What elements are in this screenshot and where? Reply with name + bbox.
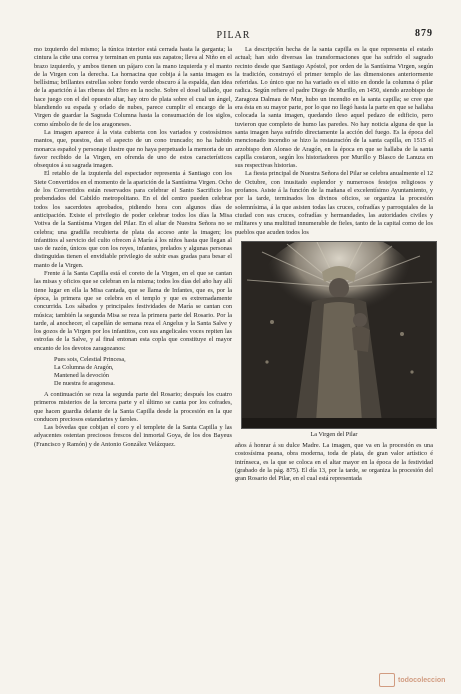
verse-block — [54, 356, 232, 388]
paragraph: Frente á la Santa Capilla está el coreto de la Virgen, en el que se cantan las misas y oficios que se celebran en la misma; todos los días del año hay allí tiene lugar en ella la Misa cantada, que se llama de Infantes, que es, por la época, la primera que se celebra en el templo y que es extremadamente concurrida. Los sábados y principales festividades de María se cantan con música; también la segunda Misa se reza la primera parte del Rosario. Por la tarde, al anochecer, el capellán de semana reza el Angelus y la Santa Salve y los gozos de la Virgen por los infantitos, con sus angelicales voces repiten las estrofas de la Salve, y al final entonan esta copla que constituye el mayor encanto de los devotos zaragozanos: — [34, 270, 232, 352]
paragraph: El retablo de la izquierda del espectador representa á Santiago con los Siete Convertidos en el momento de la aparición de la Santísima Virgen. Ocho de los Convertidos están reservados para celebrar el Santo Sacrificio los prebendados del Cabildo metropolitano. En el del centro pueden celebrar todos los sacerdotes aprobados, pidiendo hora con algunos días de anticipación. Existe el privilegio de poder celebrar todos los días la Misa Votiva de la Santísima Virgen del Pilar. En el altar de Nuestra Señora no se celebra; una gradilla recubierta de plata da acceso ante la imagen; los infantitos al servicio del culto ofrecen á María á los niños hasta que llegan al uso de razón, únicos que con los reyes, infantes, prelados y algunas personas distinguidas tienen el envidiable privilegio de subir esas gradas para besar el manto de la Virgen. — [34, 170, 232, 269]
watermark-text: todocoleccion — [398, 676, 446, 684]
paragraph: mo izquierdo del mismo; la túnica interior está cerrada hasta la garganta; la cintura la ciñe una correa y terminan en punta sus zapatos; lleva al Niño en el brazo izquierdo, y ambos tienen un pájaro con la mano izquierda y el manto de la Virgen con la derecha. La hornacina que cobija á la santa imagen es bellísima; brillantes estrellas sobre fondo verde obscuro á la espalda, dan idea de la aparición á las riberas del Ebro en la noche. Sobre el dosel tallado, que hace juego con el del opuesto altar, hay otro de plata sobre el cual un ángel, blandiendo su espada y orlado de nubes, parece cumplir el encargo de la Virgen de guardar la Sagrada Columna hasta la consumación de los siglos, como símbolo de fe de los aragoneses. — [34, 46, 232, 128]
paragraph: años á honrar á su dulce Madre. La imagen, que va en la procesión es una costosísima peana, obra moderna, toda de plata, de gran valor artístico é intrínseca, es la que se coloca en el altar mayor en la época de la festividad (grabado de la pág. 875). El día 13, por la tarde, se organiza la procesión del gran Rosario del Pilar, en el cual está representada — [235, 442, 433, 483]
paragraph: La descripción hecha de la santa capilla es la que representa el estado actual; han sido diversas las transformaciones que ha sufrido el sagrado recinto desde que Santiago Apóstol, por orden de la Santísima Virgen, según la tradición, construyó el primer templo de las dimensiones anteriormente referidas. Lo único que no ha variado es el sitio en donde la columna ó pilar radica. Según refiere el padre Diego de Murillo, en 1450, siendo arzobispo de Zaragoza Dalmau de Mur, hubo un incendio en la santa capilla; se cree que era ésta en su mayor parte, por lo que no llegó hasta la parte en que se hallaba colocada la santa imagen, quedando ileso aquel pedazo de edificio, pero tuvieron que completo de humo las paredes. No hay noticia alguna de que la santa imagen haya sufrido directamente la acción del fuego. Es la época del mencionado incendio se hizo la restauración de la santa capilla, en 1515 el arzobispo don Alonso de Aragón, en la época en que se hallaba de la santa capilla costaron, según los historiadores por Murillo y Blasco de Lanuza en sus respectivas historias. — [235, 46, 433, 170]
right-column — [235, 46, 433, 484]
left-column — [34, 46, 232, 449]
figure-caption: La Virgen del Pilar — [310, 430, 358, 438]
paragraph: La fiesta principal de Nuestra Señora del Pilar se celebra anualmente el 12 de Octubre, con inusitado esplendor y numerosos festejos religiosos y profanos. Asiste á la función de la mañana el excelentísimo Ayuntamiento, y por la tarde, terminados los divinos oficios, se organiza la procesión solemnísima, á la que asisten todas las cruces, cofradías y parroquiales de la ciudad con sus cruces, cofradías y hermandades, las autoridades civiles y militares y una multitud innumerable de fieles, tanto de la capital como de los pueblos que acuden todos los — [235, 170, 433, 236]
page-title: PILAR — [216, 29, 251, 41]
paragraph: A continuación se reza la segunda parte del Rosario; después los cuatro primeros misterios de la tercera parte y el último se canta por los cofrades, que hacen guardia delante de la Santa Capilla desde la procesión en la que conducen preciosos estandartes y faroles. — [34, 390, 232, 423]
page-header — [34, 28, 433, 42]
verse-line: La Columna de Aragón, — [54, 363, 114, 371]
page-number: 879 — [415, 28, 433, 39]
virgin-of-pilar-engraving — [241, 241, 437, 429]
verse-line: De nuestra fe aragonesa. — [54, 379, 115, 387]
verse-line: Mantened la devoción — [54, 371, 109, 379]
paragraph: Las bóvedas que cobijan el coro y el templete de la Santa Capilla y las adyacentes ostentan preciosos frescos del inmortal Goya, de los dos Bayeus (Francisco y Ramón) y de Antonio González Velázquez. — [34, 424, 232, 448]
watermark-logo — [379, 672, 453, 688]
statue-illustration — [242, 242, 436, 428]
paragraph: La imagen aparece á la vista cubierta con los variados y costosísimos mantos, que, puestos, dan el aspecto de un cono truncado; no ha habido monarca español y personaje ilustre que no haya perpetuado la memoria de un favor recibido de la Virgen, en ofrenda de uno de estos característicos obsequios á su sagrada imagen. — [34, 128, 232, 170]
watermark-icon — [379, 673, 395, 687]
verse-line: Pues sois, Celestial Princesa, — [54, 355, 126, 363]
